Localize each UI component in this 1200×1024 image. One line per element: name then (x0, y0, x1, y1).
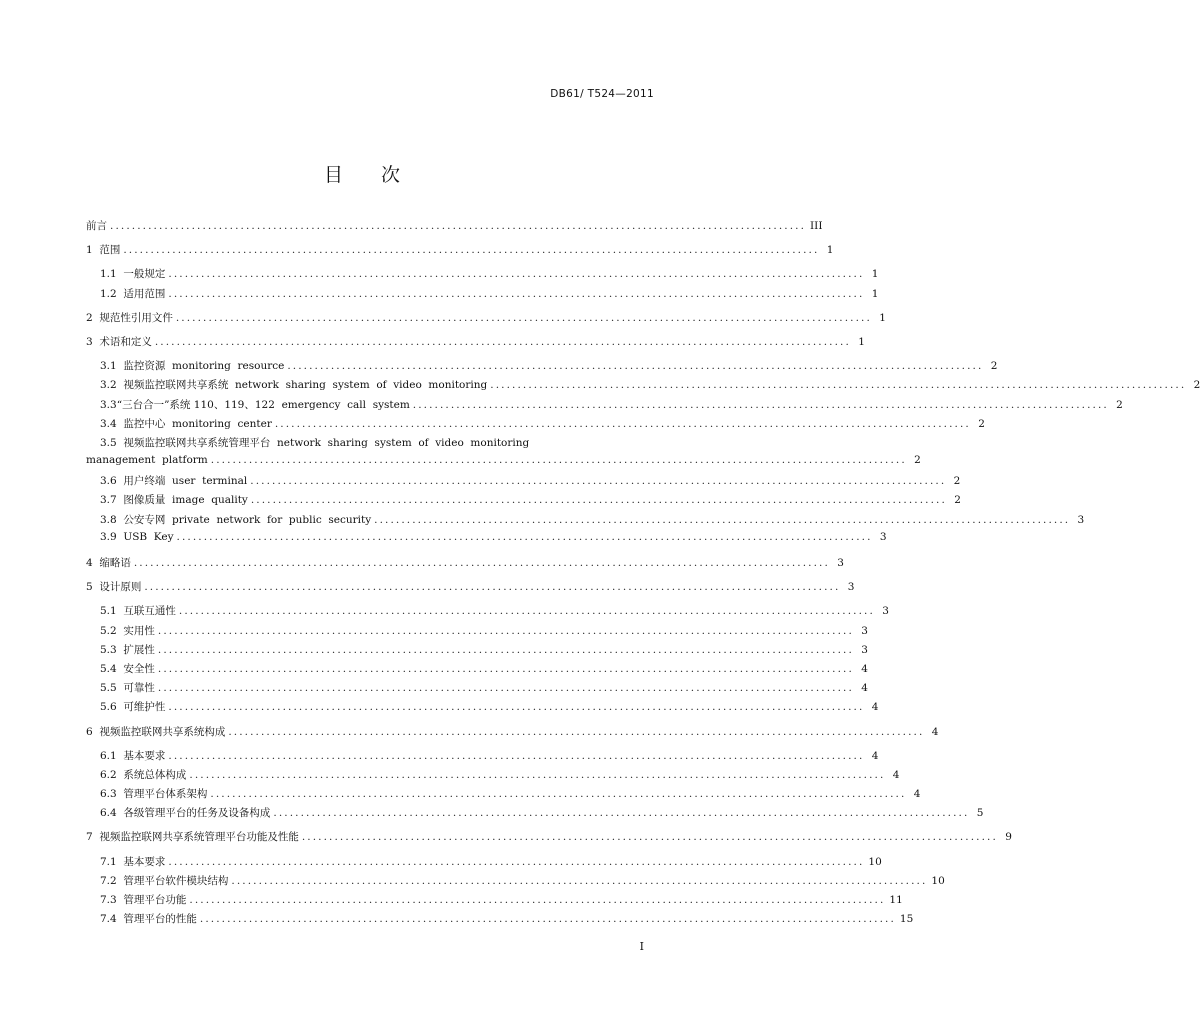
toc-label: 5 设计原则 (86, 581, 142, 594)
page-title (0, 160, 724, 187)
toc-entry[interactable] (86, 579, 855, 598)
toc-leader: ................................................................................................................................ (490, 379, 1187, 392)
toc-entry[interactable] (86, 911, 914, 930)
toc-page-number: 2 (914, 454, 921, 467)
toc-entry[interactable] (86, 512, 1085, 531)
toc-label: 7.1 基本要求 (100, 855, 166, 868)
toc-label: 5.4 安全性 (100, 662, 155, 675)
toc-leader: ................................................................................................................................ (412, 398, 1109, 411)
toc-label: 5.2 实用性 (100, 624, 155, 637)
toc-page-number: 1 (871, 268, 879, 281)
toc-leader: ................................................................................................................................ (273, 807, 970, 820)
toc-entry[interactable] (86, 454, 921, 473)
toc-entry[interactable] (86, 555, 844, 574)
toc-label: 5.3 扩展性 (100, 643, 155, 656)
toc-entry-wrapped-line[interactable]: 3.5 视频监控联网共享系统管理平台 network sharing system of video monitoring (100, 436, 530, 449)
toc-leader: ................................................................................................................................ (176, 530, 873, 543)
toc-leader: ................................................................................................................................ (168, 268, 865, 281)
toc-leader: ................................................................................................................................ (301, 831, 998, 844)
toc-label: 4 缩略语 (86, 557, 131, 569)
toc-label: 3.1 监控资源 monitoring resource (100, 360, 285, 373)
toc-page-number: 4 (892, 768, 900, 781)
toc-label: 2 规范性引用文件 (86, 311, 173, 324)
toc-label: 1.1 一般规定 (100, 268, 166, 281)
toc-label: management platform (86, 454, 208, 467)
toc-leader: ................................................................................................................................ (154, 335, 851, 348)
toc-entry[interactable] (86, 892, 903, 911)
toc-leader: ................................................................................................................................ (168, 287, 865, 300)
toc-page-number: 1 (858, 335, 865, 348)
toc-label: 3.3“三台合一”系统 110、119、122 emergency call system (100, 398, 410, 411)
toc-entry[interactable] (86, 680, 868, 699)
toc-label: 6 视频监控联网共享系统构成 (86, 725, 226, 738)
toc-page-number: 3 (1077, 513, 1085, 526)
toc-leader: ................................................................................................................................ (168, 749, 865, 762)
toc-label: 3.6 用户终端 user terminal (100, 475, 248, 488)
toc-leader: ................................................................................................................................ (210, 788, 907, 801)
toc-leader: ................................................................................................................................ (110, 220, 807, 232)
toc-label: 6.2 系统总体构成 (100, 768, 187, 781)
toc-entry[interactable] (86, 530, 887, 550)
toc-page-number: 3 (861, 643, 868, 656)
toc-entry[interactable] (86, 829, 1012, 848)
toc-label: 6.1 基本要求 (100, 749, 166, 762)
toc-leader: ................................................................................................................................ (199, 913, 896, 926)
toc-page-number: 2 (954, 494, 961, 507)
toc-page-number: 4 (861, 682, 868, 695)
toc-leader: ................................................................................................................................ (168, 701, 865, 714)
toc-page-number: 3 (837, 557, 844, 569)
toc-entry[interactable] (86, 661, 868, 680)
toc-entry[interactable] (86, 492, 961, 511)
toc-page-number: 15 (899, 913, 914, 926)
toc-entry[interactable] (86, 473, 961, 492)
toc-page-number: 4 (931, 725, 939, 738)
toc-entry[interactable] (86, 873, 945, 892)
toc-entry[interactable] (86, 724, 939, 743)
toc-entry[interactable] (86, 767, 900, 786)
toc-leader: ................................................................................................................................ (374, 513, 1071, 526)
toc-label: 7.2 管理平台软件模块结构 (100, 874, 229, 887)
toc-leader: ................................................................................................................................ (189, 768, 886, 781)
toc-label: 5.1 互联互通性 (100, 605, 176, 618)
toc-entry[interactable] (86, 699, 879, 718)
toc-page-number: 3 (847, 581, 855, 594)
toc-page-number: 2 (1193, 379, 1200, 392)
toc-leader: ................................................................................................................................ (189, 894, 886, 906)
toc-entry[interactable] (86, 603, 889, 622)
toc-entry[interactable] (86, 805, 984, 824)
toc-label: 前言 (86, 220, 107, 232)
toc-entry[interactable] (86, 642, 868, 661)
toc-entry[interactable] (86, 310, 886, 329)
toc-entry[interactable] (86, 242, 834, 261)
toc-label: 3.9 USB Key (100, 530, 174, 543)
toc-label: 3.2 视频监控联网共享系统 network sharing system of video monitoring (100, 379, 488, 392)
toc-label: 5.5 可靠性 (100, 682, 155, 695)
toc-label: 5.6 可维护性 (100, 701, 166, 714)
standard-code-header: DB61/ T524—2011 (550, 88, 654, 100)
toc-page-number: 4 (913, 788, 921, 801)
toc-page-number: 4 (871, 749, 879, 762)
toc-leader: ................................................................................................................................ (228, 725, 925, 738)
toc-entry[interactable] (86, 748, 879, 767)
toc-page-number: 3 (879, 530, 887, 543)
toc-entry[interactable] (86, 266, 879, 285)
toc-leader: ................................................................................................................................ (250, 475, 947, 488)
toc-entry[interactable] (86, 358, 998, 377)
toc-entry[interactable] (86, 623, 868, 642)
toc-label: 6.4 各级管理平台的任务及设备构成 (100, 807, 271, 820)
toc-label: 1 范围 (86, 244, 121, 257)
toc-page-number: 11 (889, 894, 903, 906)
toc-label: 3.8 公安专网 private network for public security (100, 513, 372, 526)
toc-page-number: 10 (868, 855, 882, 868)
toc-entry[interactable] (86, 786, 921, 805)
toc-leader: ................................................................................................................................ (175, 311, 872, 324)
toc-label: 1.2 适用范围 (100, 287, 166, 300)
toc-label: 3.7 图像质量 image quality (100, 494, 248, 507)
toc-entry[interactable] (86, 334, 865, 353)
toc-page-number: III (810, 220, 823, 232)
toc-entry[interactable] (86, 286, 879, 305)
toc-leader: ................................................................................................................................ (123, 244, 820, 257)
toc-entry[interactable] (86, 377, 1200, 396)
toc-page-number: 9 (1005, 831, 1012, 844)
toc-label: 3.4 监控中心 monitoring center (100, 417, 272, 430)
toc-entry[interactable] (86, 218, 823, 237)
toc-page-number: 2 (978, 417, 985, 430)
toc-label: 7.4 管理平台的性能 (100, 913, 197, 926)
toc-page-number: 2 (990, 360, 998, 373)
toc-label: 7.3 管理平台功能 (100, 894, 187, 906)
toc-leader: ................................................................................................................................ (133, 557, 830, 569)
toc-leader: ................................................................................................................................ (144, 581, 841, 594)
title-char-2: 次 (381, 164, 401, 186)
toc-page-number: 4 (871, 701, 879, 714)
toc-label: 7 视频监控联网共享系统管理平台功能及性能 (86, 831, 299, 844)
toc-leader: ................................................................................................................................ (157, 643, 854, 656)
toc-leader: ................................................................................................................................ (178, 605, 875, 618)
toc-leader: ................................................................................................................................ (231, 874, 928, 887)
toc-page-number: 1 (871, 287, 879, 300)
toc-entry[interactable] (86, 416, 985, 435)
toc-page-number: 2 (1116, 398, 1123, 411)
toc-page-number: 10 (931, 874, 945, 887)
toc-page-number: 1 (879, 311, 886, 324)
toc-leader: ................................................................................................................................ (250, 494, 947, 507)
toc-leader: ................................................................................................................................ (287, 360, 984, 373)
toc-leader: ................................................................................................................................ (157, 662, 854, 675)
toc-entry[interactable] (86, 397, 1123, 416)
toc-leader: ................................................................................................................................ (168, 855, 865, 868)
title-char-1: 目 (323, 164, 343, 186)
toc-page-number: 3 (882, 605, 889, 618)
toc-label: 6.3 管理平台体系架构 (100, 788, 208, 801)
footer-page-number: I (639, 940, 644, 953)
toc-page-number: 5 (976, 807, 984, 820)
toc-label: 3 术语和定义 (86, 335, 152, 348)
toc-page-number: 2 (953, 475, 961, 488)
toc-leader: ................................................................................................................................ (157, 624, 854, 637)
toc-leader: ................................................................................................................................ (210, 454, 907, 467)
toc-page-number: 1 (826, 244, 834, 257)
toc-leader: ................................................................................................................................ (274, 417, 971, 430)
toc-entry[interactable] (86, 854, 882, 873)
toc-leader: ................................................................................................................................ (157, 682, 854, 695)
table-of-contents (86, 218, 1200, 930)
toc-page-number: 4 (861, 662, 868, 675)
toc-page-number: 3 (861, 624, 868, 637)
